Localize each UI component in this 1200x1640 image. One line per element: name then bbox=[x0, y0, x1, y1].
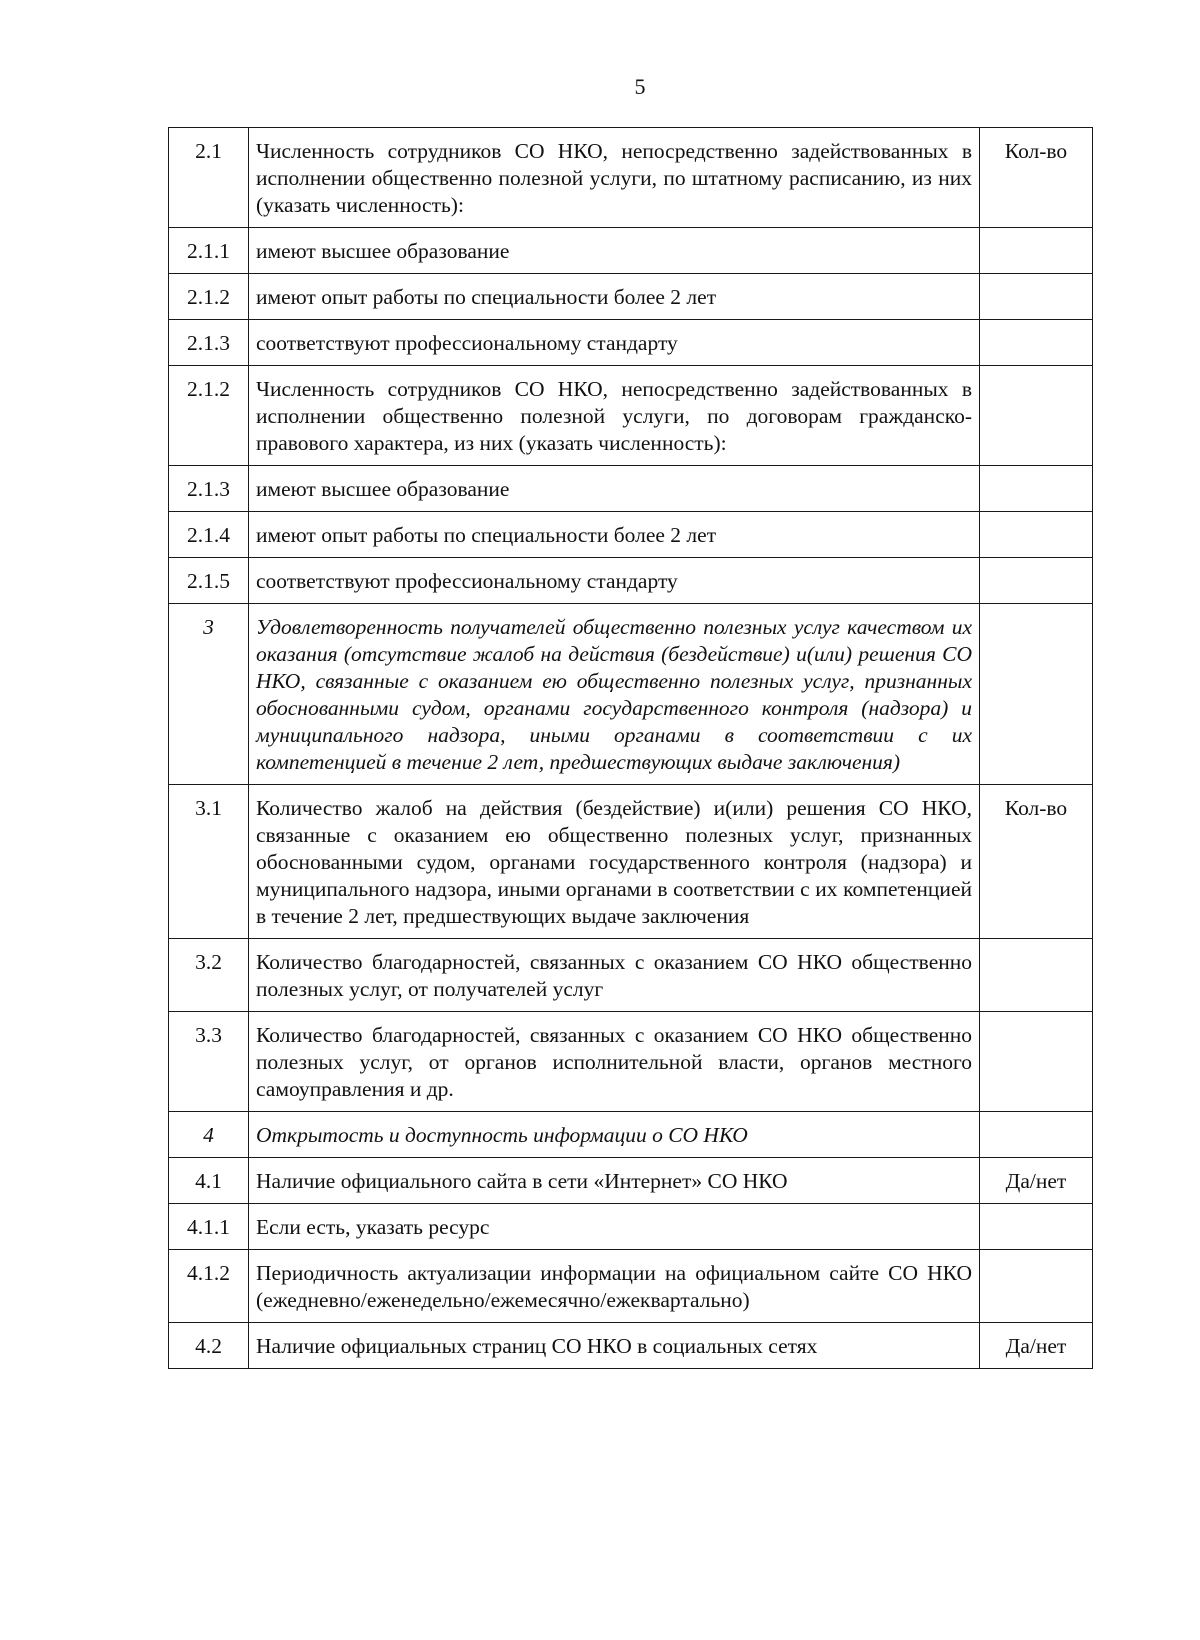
row-description: имеют опыт работы по специальности более 2 лет bbox=[249, 512, 980, 558]
table-row bbox=[169, 366, 1093, 466]
criteria-table-body bbox=[169, 128, 1093, 1369]
row-description: Наличие официальных страниц СО НКО в социальных сетях bbox=[249, 1323, 980, 1369]
row-number: 2.1.1 bbox=[169, 228, 249, 274]
row-number: 2.1 bbox=[169, 128, 249, 228]
row-number: 3.1 bbox=[169, 785, 249, 939]
row-description: имеют высшее образование bbox=[249, 466, 980, 512]
row-number: 4.2 bbox=[169, 1323, 249, 1369]
table-row bbox=[169, 1204, 1093, 1250]
table-row bbox=[169, 274, 1093, 320]
table-row bbox=[169, 512, 1093, 558]
row-unit bbox=[980, 466, 1093, 512]
row-unit bbox=[980, 1204, 1093, 1250]
row-unit bbox=[980, 604, 1093, 785]
table-row bbox=[169, 604, 1093, 785]
row-number: 2.1.2 bbox=[169, 366, 249, 466]
row-unit: Да/нет bbox=[980, 1158, 1093, 1204]
row-unit bbox=[980, 1250, 1093, 1323]
table-row bbox=[169, 320, 1093, 366]
table-row bbox=[169, 939, 1093, 1012]
row-unit bbox=[980, 228, 1093, 274]
row-unit bbox=[980, 939, 1093, 1012]
criteria-table bbox=[168, 127, 1093, 1369]
row-number: 2.1.5 bbox=[169, 558, 249, 604]
row-description: Численность сотрудников СО НКО, непосредственно задействованных в исполнении общественно полезной услуги, по штатному расписанию, из них (указать численность): bbox=[249, 128, 980, 228]
table-row bbox=[169, 1323, 1093, 1369]
row-description: соответствуют профессиональному стандарту bbox=[249, 558, 980, 604]
row-description: имеют опыт работы по специальности более 2 лет bbox=[249, 274, 980, 320]
row-number: 4 bbox=[169, 1112, 249, 1158]
table-row bbox=[169, 1158, 1093, 1204]
row-number: 3 bbox=[169, 604, 249, 785]
row-unit bbox=[980, 320, 1093, 366]
table-row bbox=[169, 466, 1093, 512]
row-number: 3.3 bbox=[169, 1012, 249, 1112]
row-number: 4.1 bbox=[169, 1158, 249, 1204]
row-description: Периодичность актуализации информации на официальном сайте СО НКО (ежедневно/еженедельно/ежемесячно/ежеквартально) bbox=[249, 1250, 980, 1323]
row-description: Количество жалоб на действия (бездействие) и(или) решения СО НКО, связанные с оказанием ею общественно полезных услуг, признанных обоснованными судом, органами государственного контроля (надзора) и муниципального надзора, иными органами в соответствии с их компетенцией в течение 2 лет, предшествующих выдаче заключения bbox=[249, 785, 980, 939]
row-unit bbox=[980, 1012, 1093, 1112]
row-description: имеют высшее образование bbox=[249, 228, 980, 274]
table-row bbox=[169, 228, 1093, 274]
row-description: Количество благодарностей, связанных с оказанием СО НКО общественно полезных услуг, от органов исполнительной власти, органов местного самоуправления и др. bbox=[249, 1012, 980, 1112]
row-description: Количество благодарностей, связанных с оказанием СО НКО общественно полезных услуг, от получателей услуг bbox=[249, 939, 980, 1012]
row-number: 4.1.2 bbox=[169, 1250, 249, 1323]
table-row bbox=[169, 785, 1093, 939]
page-number: 5 bbox=[634, 74, 646, 99]
row-unit: Да/нет bbox=[980, 1323, 1093, 1369]
row-unit: Кол-во bbox=[980, 128, 1093, 228]
row-description: Численность сотрудников СО НКО, непосредственно задействованных в исполнении общественно полезной услуги, по договорам гражданско-правового характера, из них (указать численность): bbox=[249, 366, 980, 466]
row-unit bbox=[980, 1112, 1093, 1158]
row-number: 3.2 bbox=[169, 939, 249, 1012]
table-row bbox=[169, 1250, 1093, 1323]
row-number: 2.1.2 bbox=[169, 274, 249, 320]
row-description: Удовлетворенность получателей общественно полезных услуг качеством их оказания (отсутствие жалоб на действия (бездействие) и(или) решения СО НКО, связанные с оказанием ею общественно полезных услуг, признанных обоснованными судом, органами государственного контроля (надзора) и муниципального надзора, иными органами в соответствии с их компетенцией в течение 2 лет, предшествующих выдаче заключения) bbox=[249, 604, 980, 785]
table-row bbox=[169, 1012, 1093, 1112]
row-number: 4.1.1 bbox=[169, 1204, 249, 1250]
row-number: 2.1.3 bbox=[169, 320, 249, 366]
row-description: соответствуют профессиональному стандарту bbox=[249, 320, 980, 366]
row-unit bbox=[980, 558, 1093, 604]
table-row bbox=[169, 128, 1093, 228]
row-unit bbox=[980, 274, 1093, 320]
row-number: 2.1.3 bbox=[169, 466, 249, 512]
row-number: 2.1.4 bbox=[169, 512, 249, 558]
row-unit bbox=[980, 366, 1093, 466]
table-row bbox=[169, 1112, 1093, 1158]
row-description: Если есть, указать ресурс bbox=[249, 1204, 980, 1250]
row-unit bbox=[980, 512, 1093, 558]
row-unit: Кол-во bbox=[980, 785, 1093, 939]
row-description: Наличие официального сайта в сети «Интернет» СО НКО bbox=[249, 1158, 980, 1204]
row-description: Открытость и доступность информации о СО НКО bbox=[249, 1112, 980, 1158]
table-row bbox=[169, 558, 1093, 604]
